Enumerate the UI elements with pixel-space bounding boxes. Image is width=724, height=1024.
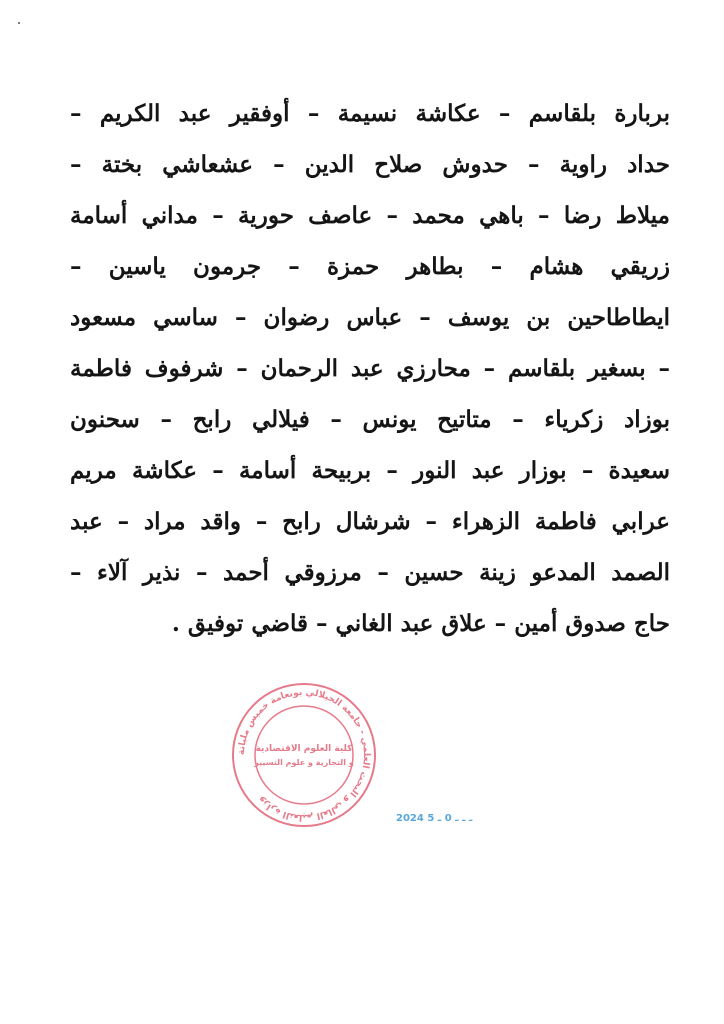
official-seal — [229, 680, 379, 830]
text-line: بوزاد زكرياء – متاتيح يونس – فيلالي رابح – سحنون — [70, 406, 670, 433]
text-line: – بسغير بلقاسم – محارزي عبد الرحمان – شرفوف فاطمة — [70, 355, 670, 382]
text-line-last: حاج صدوق أمين – علاق عبد الغاني – قاضي توفيق . — [171, 610, 670, 637]
text-line: بربارة بلقاسم – عكاشة نسيمة – أوفقير عبد الكريم – — [70, 100, 670, 127]
seal-outer-text: وزارة التعليم العالي و البحث العلمي - جامعة الجيلالي بونعامة خميس مليانة — [236, 687, 372, 823]
text-line: حداد راوية – حدوش صلاح الدين – عشعاشي بختة – — [70, 151, 670, 178]
text-line: ميلاط رضا – باهي محمد – عاصف حورية – مداني أسامة — [70, 202, 670, 229]
date-stamp: 2024 ـ ـ ـ 0 ـ 5 — [396, 813, 473, 824]
seal-inner-line: كلية العلوم الاقتصادية — [255, 744, 353, 754]
names-list — [70, 88, 670, 649]
text-line: سعيدة – بوزار عبد النور – بربيحة أسامة – عكاشة مريم — [70, 457, 670, 484]
seal-inner-ring — [255, 706, 353, 804]
text-line: ايطاطاحين بن يوسف – عباس رضوان – ساسي مسعود — [70, 304, 670, 331]
text-line: زريقي هشام – بطاهر حمزة – جرمون ياسين – — [70, 253, 670, 280]
text-line: الصمد المدعو زينة حسين – مرزوقي أحمد – نذير آلاء – — [70, 559, 670, 586]
text-line: عرابي فاطمة الزهراء – شرشال رابح – واقد مراد – عبد — [70, 508, 670, 535]
scan-speck — [18, 22, 20, 24]
seal-inner-line: و التجارية و علوم التسيير — [254, 758, 354, 767]
